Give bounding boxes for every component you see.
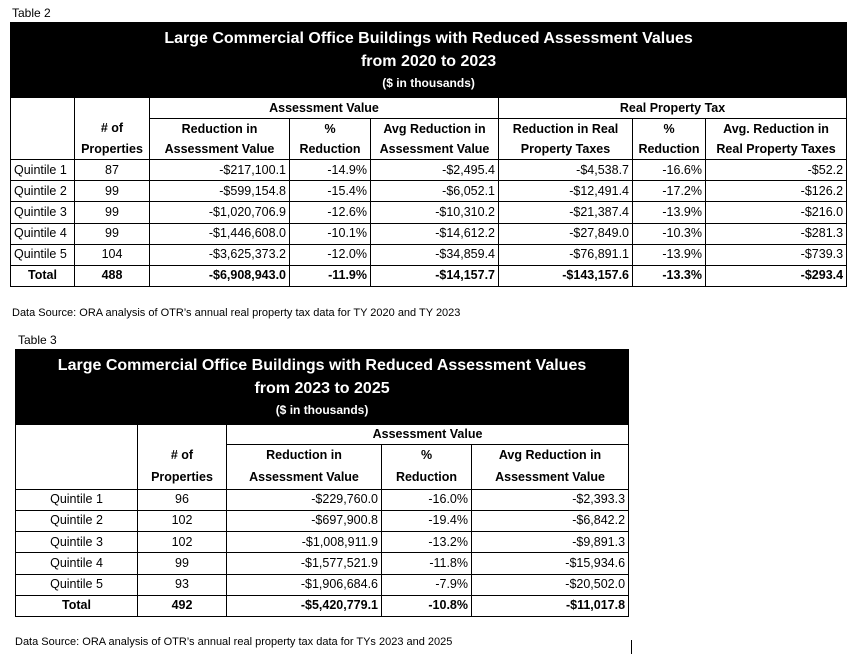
table-row: [16, 510, 629, 531]
cell-pct: -10.8%: [382, 595, 472, 616]
cell-pct: -16.0%: [382, 489, 472, 510]
cell-props: 488: [75, 265, 150, 286]
row-label: Total: [16, 595, 138, 616]
total-row: [11, 265, 847, 286]
cell-taxavg: -$126.2: [706, 181, 847, 202]
table3-subtitle: from 2023 to 2025: [254, 380, 390, 397]
table2-col-rptavg-2: Real Property Taxes: [706, 139, 847, 160]
cell-reduction: -$5,420,779.1: [227, 595, 382, 616]
row-label: Quintile 2: [11, 181, 75, 202]
table2-col-red-1: Reduction in: [150, 119, 290, 140]
cell-pct: -14.9%: [290, 160, 371, 181]
table2-group-assessment: Assessment Value: [150, 98, 499, 119]
table-row: [16, 553, 629, 574]
cell-avg: -$34,859.4: [371, 244, 499, 265]
row-label: Quintile 1: [16, 489, 138, 510]
cell-taxpct: -16.6%: [633, 160, 706, 181]
cell-pct: -11.9%: [290, 265, 371, 286]
table3-col-avg-1: Avg Reduction in: [472, 445, 629, 467]
row-label: Quintile 3: [11, 202, 75, 223]
table2-col-rptpct-2: Reduction: [633, 139, 706, 160]
cell-props: 99: [75, 181, 150, 202]
table-row: [16, 489, 629, 510]
cell-props: 87: [75, 160, 150, 181]
cell-props: 102: [138, 510, 227, 531]
table2-col-pct-2: Reduction: [290, 139, 371, 160]
table2-title: Large Commercial Office Buildings with Reduced Assessment Values: [164, 30, 693, 47]
cell-reduction: -$1,020,706.9: [150, 202, 290, 223]
cell-tax: -$76,891.1: [499, 244, 633, 265]
cell-reduction: -$217,100.1: [150, 160, 290, 181]
table2-col-rptavg-1: Avg. Reduction in: [706, 119, 847, 140]
table2-col-avg-1: Avg Reduction in: [371, 119, 499, 140]
table3-title: Large Commercial Office Buildings with Reduced Assessment Values: [57, 357, 587, 374]
table2-col-pct-1: %: [290, 119, 371, 140]
cell-props: 93: [138, 574, 227, 595]
table-row: [11, 181, 847, 202]
table3-source: Data Source: ORA analysis of OTR’s annual real property tax data for TYs 2023 and 2025: [15, 636, 453, 648]
cell-tax: -$12,491.4: [499, 181, 633, 202]
cell-avg: -$9,891.3: [472, 532, 629, 553]
table3-title-banner: [16, 350, 629, 425]
cell-taxavg: -$216.0: [706, 202, 847, 223]
table2-blank-cell: [75, 98, 150, 119]
cell-props: 492: [138, 595, 227, 616]
table3-units: ($ in thousands): [275, 403, 369, 417]
cell-props: 99: [75, 223, 150, 244]
row-label: Quintile 4: [11, 223, 75, 244]
table2-col-props-1: # of: [75, 119, 150, 140]
cell-pct: -10.1%: [290, 223, 371, 244]
cell-tax: -$27,849.0: [499, 223, 633, 244]
cell-pct: -15.4%: [290, 181, 371, 202]
cell-taxavg: -$293.4: [706, 265, 847, 286]
cell-taxavg: -$739.3: [706, 244, 847, 265]
cell-props: 104: [75, 244, 150, 265]
cell-pct: -12.0%: [290, 244, 371, 265]
table2-label: Table 2: [12, 6, 51, 20]
cell-pct: -19.4%: [382, 510, 472, 531]
cell-reduction: -$1,577,521.9: [227, 553, 382, 574]
table3-col-avg-2: Assessment Value: [472, 467, 629, 490]
cell-pct: -7.9%: [382, 574, 472, 595]
table3-label: Table 3: [18, 333, 57, 347]
row-label: Quintile 1: [11, 160, 75, 181]
cell-avg: -$14,157.7: [371, 265, 499, 286]
table2-corner-cell: [11, 98, 75, 160]
row-label: Total: [11, 265, 75, 286]
table-row: [11, 223, 847, 244]
cell-reduction: -$6,908,943.0: [150, 265, 290, 286]
table-row: [11, 202, 847, 223]
cell-reduction: -$1,446,608.0: [150, 223, 290, 244]
table2-col-rpt-2: Property Taxes: [499, 139, 633, 160]
table2-col-rptpct-1: %: [633, 119, 706, 140]
table2-source: Data Source: ORA analysis of OTR’s annual real property tax data for TY 2020 and TY 2023: [12, 307, 461, 319]
cell-reduction: -$599,154.8: [150, 181, 290, 202]
cell-props: 99: [75, 202, 150, 223]
table-row: [11, 160, 847, 181]
cell-taxavg: -$52.2: [706, 160, 847, 181]
table3-corner-cell: [16, 425, 138, 490]
cell-avg: -$6,052.1: [371, 181, 499, 202]
cell-reduction: -$1,906,684.6: [227, 574, 382, 595]
table3-col-props-1: # of: [138, 445, 227, 467]
cell-pct: -11.8%: [382, 553, 472, 574]
cell-avg: -$14,612.2: [371, 223, 499, 244]
table2-col-rpt-1: Reduction in Real: [499, 119, 633, 140]
cell-taxpct: -13.9%: [633, 202, 706, 223]
table2-units: ($ in thousands): [382, 76, 475, 90]
cell-pct: -13.2%: [382, 532, 472, 553]
table3-col-pct-2: Reduction: [382, 467, 472, 490]
table3-col-red-2: Assessment Value: [227, 467, 382, 490]
cell-taxavg: -$281.3: [706, 223, 847, 244]
table2-title-banner: [11, 23, 847, 98]
row-label: Quintile 4: [16, 553, 138, 574]
table2-col-avg-2: Assessment Value: [371, 139, 499, 160]
cell-avg: -$10,310.2: [371, 202, 499, 223]
cell-taxpct: -13.3%: [633, 265, 706, 286]
cell-tax: -$143,157.6: [499, 265, 633, 286]
table2-subtitle: from 2020 to 2023: [360, 53, 497, 70]
cell-avg: -$11,017.8: [472, 595, 629, 616]
table-row: [16, 532, 629, 553]
table2-group-tax: Real Property Tax: [499, 98, 847, 119]
cell-avg: -$20,502.0: [472, 574, 629, 595]
table-row: [16, 574, 629, 595]
row-label: Quintile 5: [16, 574, 138, 595]
cell-props: 96: [138, 489, 227, 510]
text-cursor: [631, 640, 632, 654]
table3-col-props-2: Properties: [138, 467, 227, 490]
cell-props: 99: [138, 553, 227, 574]
cell-reduction: -$229,760.0: [227, 489, 382, 510]
cell-tax: -$4,538.7: [499, 160, 633, 181]
cell-avg: -$6,842.2: [472, 510, 629, 531]
table3: [15, 349, 629, 617]
table3-blank-cell: [138, 425, 227, 445]
cell-avg: -$2,393.3: [472, 489, 629, 510]
cell-tax: -$21,387.4: [499, 202, 633, 223]
cell-avg: -$2,495.4: [371, 160, 499, 181]
cell-props: 102: [138, 532, 227, 553]
cell-taxpct: -10.3%: [633, 223, 706, 244]
total-row: [16, 595, 629, 616]
row-label: Quintile 2: [16, 510, 138, 531]
cell-pct: -12.6%: [290, 202, 371, 223]
table3-col-red-1: Reduction in: [227, 445, 382, 467]
table3-group-assessment: Assessment Value: [227, 425, 629, 445]
row-label: Quintile 3: [16, 532, 138, 553]
table3-col-pct-1: %: [382, 445, 472, 467]
table2-col-props-2: Properties: [75, 139, 150, 160]
table-row: [11, 244, 847, 265]
cell-reduction: -$697,900.8: [227, 510, 382, 531]
table2-col-red-2: Assessment Value: [150, 139, 290, 160]
cell-avg: -$15,934.6: [472, 553, 629, 574]
cell-taxpct: -13.9%: [633, 244, 706, 265]
table2: [10, 22, 847, 287]
cell-reduction: -$3,625,373.2: [150, 244, 290, 265]
row-label: Quintile 5: [11, 244, 75, 265]
cell-reduction: -$1,008,911.9: [227, 532, 382, 553]
cell-taxpct: -17.2%: [633, 181, 706, 202]
